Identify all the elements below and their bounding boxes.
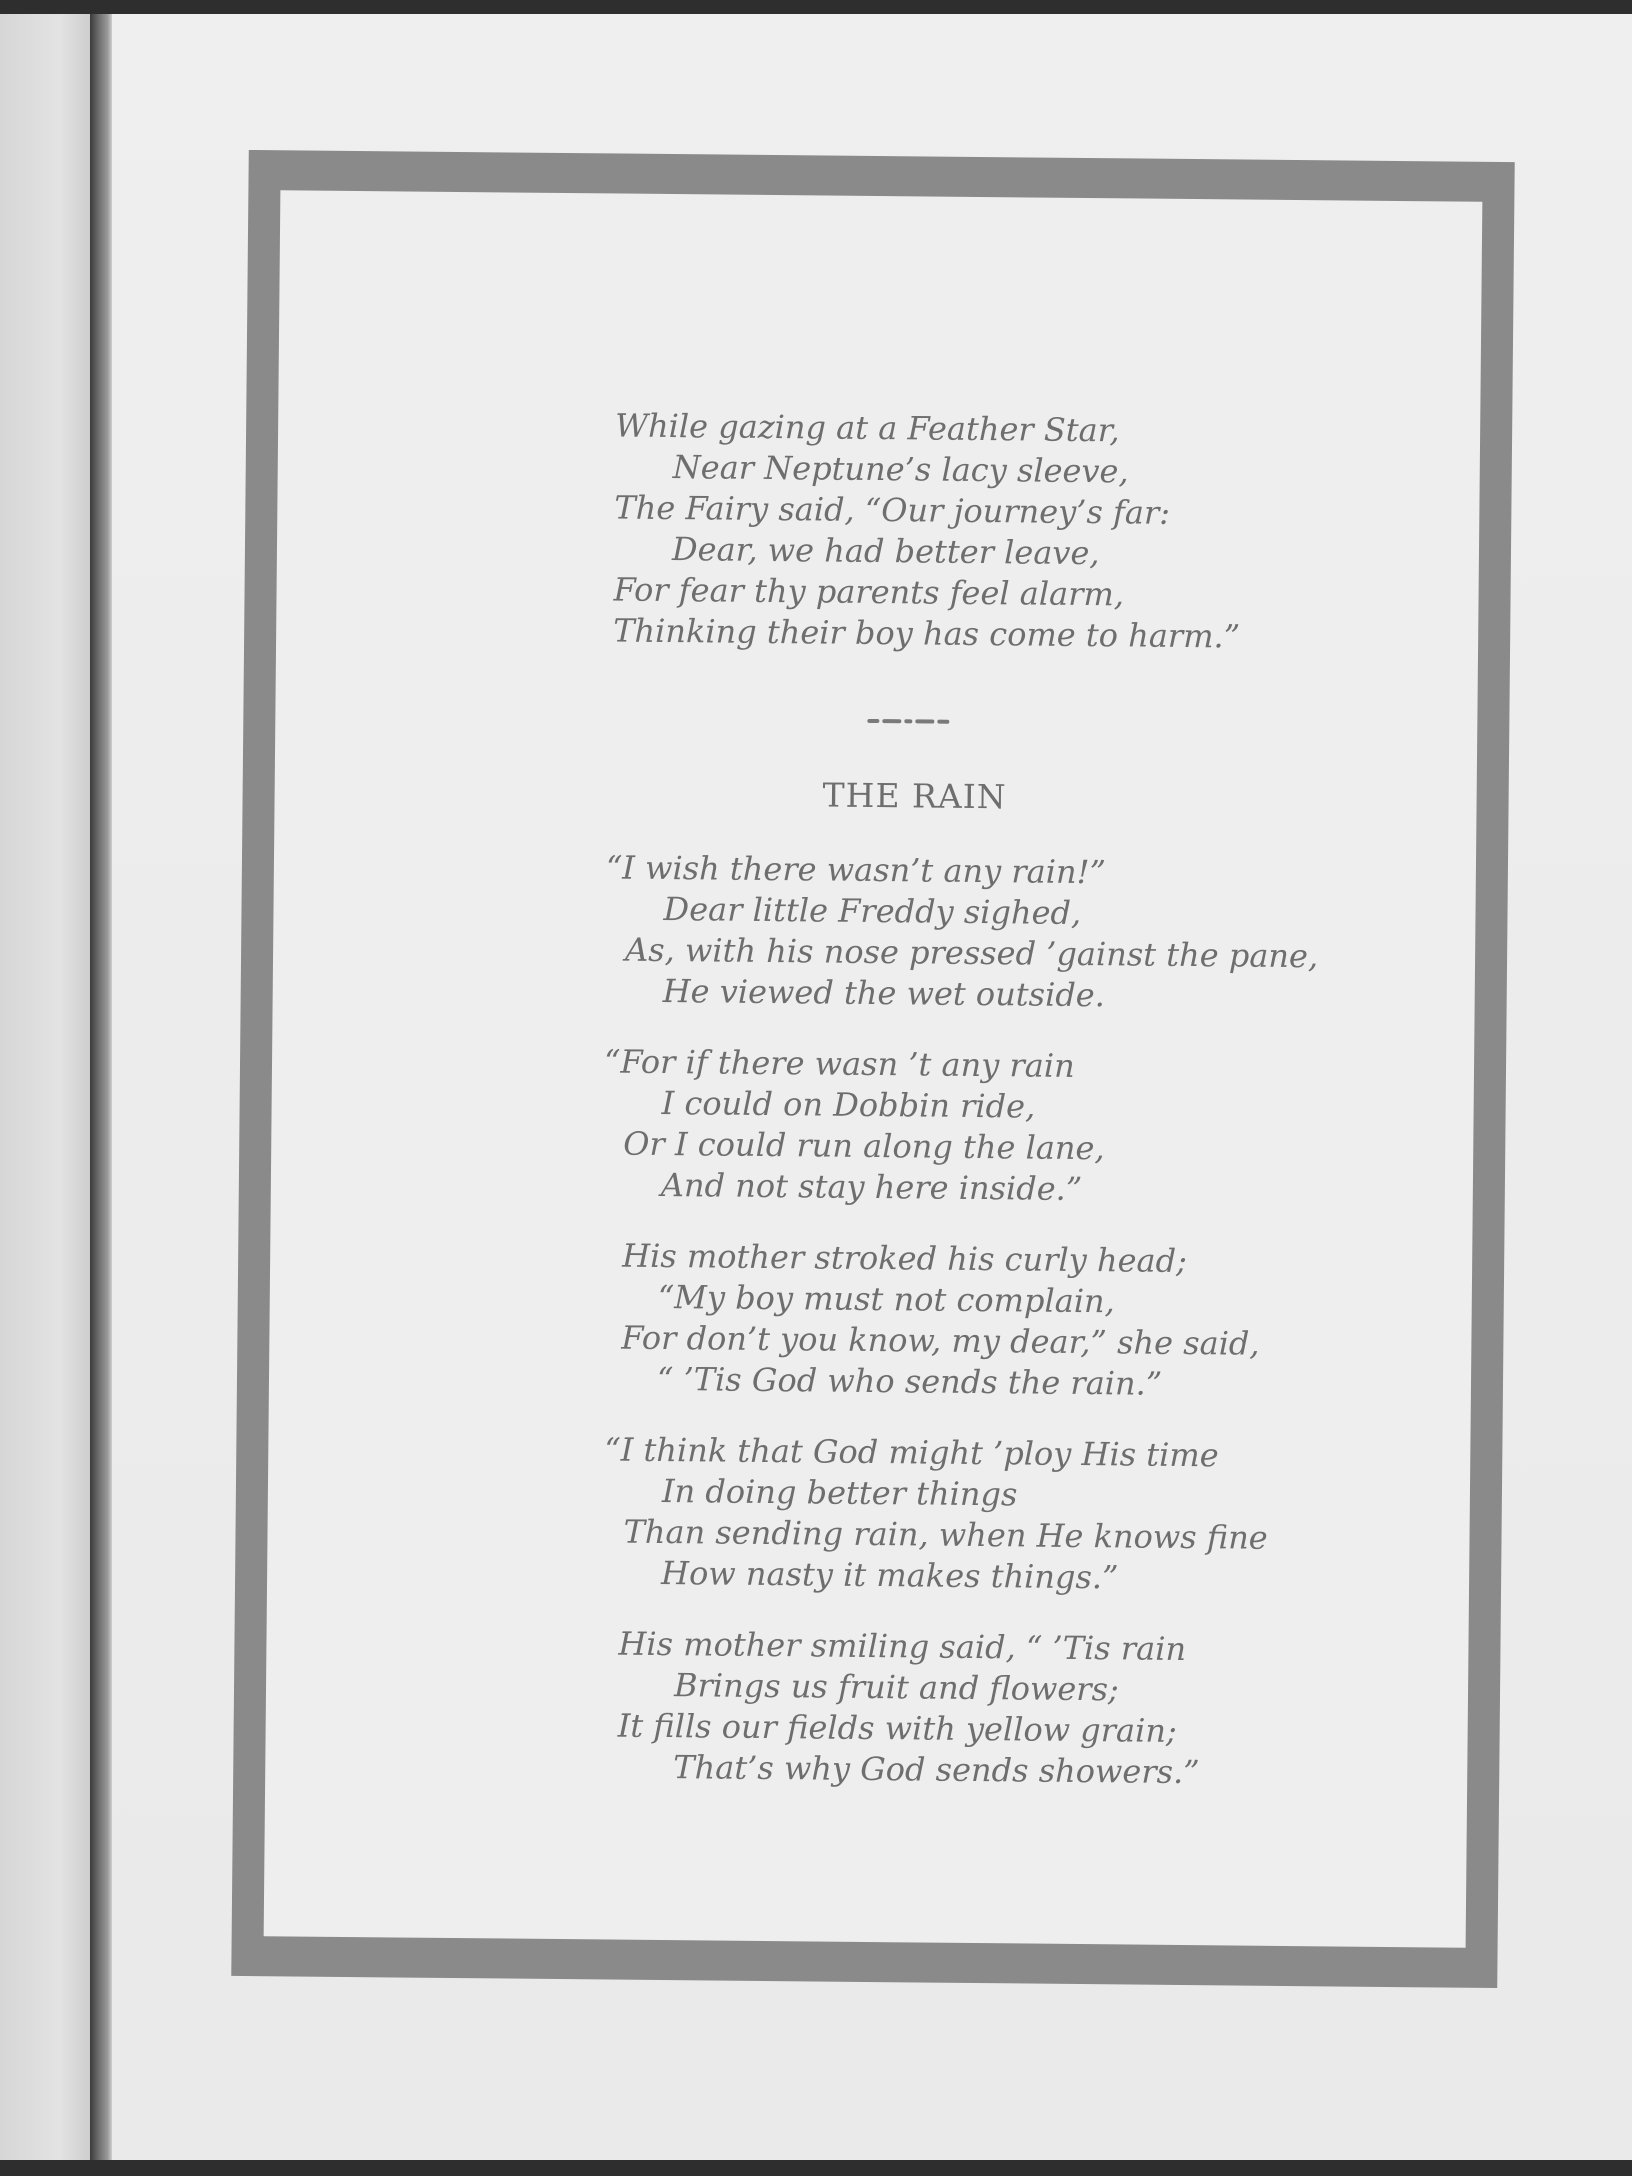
stanza-3 [621, 1236, 1261, 1406]
verse-line: “I think that God might ’ploy His time [604, 1430, 1219, 1475]
verse-line: He viewed the wet outside. [662, 971, 1106, 1015]
verse-line: “For if there wasn ’t any rain [603, 1042, 1075, 1085]
verse-line: Near Neptune’s lacy sleeve, [672, 448, 1129, 491]
verse-line: How nasty it makes things.” [660, 1553, 1119, 1597]
scan-top-edge [0, 0, 1632, 14]
verse-line: It fills our fields with yellow grain; [617, 1706, 1177, 1750]
verse-line: His mother stroked his curly head; [622, 1236, 1188, 1281]
verse-line: “I wish there wasn’t any rain!” [605, 848, 1106, 892]
stanza-5 [617, 1624, 1201, 1794]
verse-line: His mother smiling said, “ ’Tis rain [618, 1624, 1187, 1669]
verse-line: I could on Dobbin ride, [661, 1083, 1036, 1126]
verse-line: “ ’Tis God who sends the rain.” [656, 1359, 1163, 1403]
verse-line: Brings us fruit and flowers; [673, 1666, 1119, 1709]
verse-line: And not stay here inside.” [660, 1165, 1083, 1209]
stanza-2 [603, 1041, 1106, 1210]
verse-line: For fear thy parents feel alarm, [613, 570, 1125, 614]
facing-page-edge [0, 14, 92, 2160]
stanza-1 [605, 847, 1320, 1018]
page-content-area [264, 190, 1483, 1947]
page-border-frame [231, 150, 1514, 1988]
verse-line: Dear little Freddy sighed, [663, 889, 1082, 932]
verse-line: In doing better things [661, 1471, 1018, 1514]
intro-verse [613, 405, 1242, 657]
poem-title: THE RAIN [822, 775, 1007, 817]
verse-line: The Fairy said, “Our journey’s far: [614, 488, 1171, 532]
stanza-4 [603, 1429, 1269, 1599]
ornamental-divider [867, 718, 949, 725]
verse-line: Than sending rain, when He knows fine [623, 1512, 1268, 1557]
verse-line: Thinking their boy has come to harm.” [613, 611, 1241, 656]
verse-line: That’s why God sends showers.” [673, 1748, 1200, 1792]
book-gutter [90, 14, 112, 2160]
verse-line: As, with his nose pressed ’gainst the pane, [624, 930, 1319, 976]
verse-line: While gazing at a Feather Star, [614, 406, 1120, 450]
verse-line: “My boy must not complain, [657, 1277, 1115, 1321]
verse-line: Or I could run along the lane, [623, 1124, 1105, 1168]
verse-line: Dear, we had better leave, [671, 530, 1100, 573]
verse-line: For don’t you know, my dear,” she said, [621, 1318, 1260, 1363]
scan-bottom-edge [0, 2160, 1632, 2176]
